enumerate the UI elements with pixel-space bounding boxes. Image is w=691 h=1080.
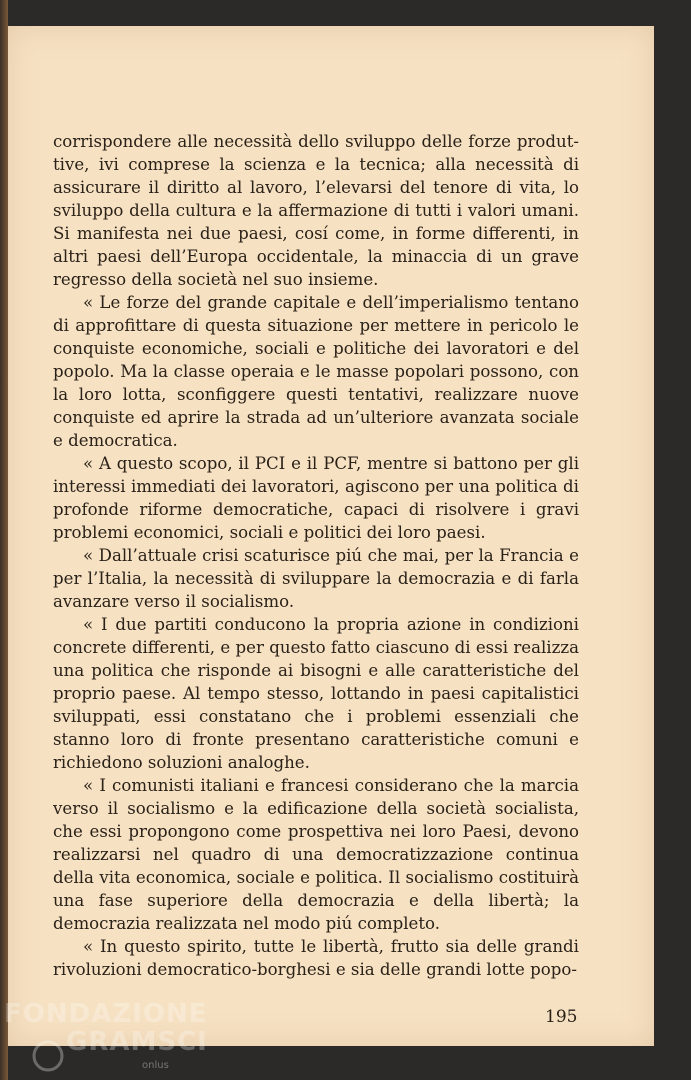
paragraph: « I due partiti conducono la propria azione in condizioni concrete differenti, e per questo fatto ciascuno di essi realizza una politica che risponde ai bisogni e alle caratteristiche del proprio paese. Al tempo stesso, lottando in paesi capitalistici sviluppati, essi constatano che i problemi essenziali che stanno loro di fronte presentano caratteristiche comuni e richiedono soluzioni analoghe. <box>53 615 579 772</box>
book-page <box>8 26 654 1046</box>
watermark-logo-icon <box>28 1036 68 1076</box>
body-text <box>53 130 579 981</box>
paragraph: « Le forze del grande capitale e dell’imperialismo tentano di approfittare di questa situazione per mettere in pericolo le conquiste economiche, sociali e politiche dei lavoratori e del popolo. Ma la classe operaia e le masse popolari possono, con la loro lotta, sconfiggere questi tentativi, realizzare nuove conquiste ed aprire la strada ad un’ulteriore avanzata sociale e democratica. <box>53 293 579 450</box>
paragraph: « In questo spirito, tutte le libertà, frutto sia delle grandi rivoluzioni democratico-borghesi e sia delle grandi lotte popo- <box>53 937 579 979</box>
book-spine-edge <box>0 0 8 1080</box>
paragraph: « I comunisti italiani e francesi considerano che la marcia verso il socialismo e la edificazione della società socialista, che essi propongono come prospettiva nei loro Paesi, devono realizzarsi nel quadro di una democratizzazione continua della vita economica, sociale e politica. Il socialismo costituirà una fase superiore della democrazia e della libertà; la democrazia realizzata nel modo piú completo. <box>53 776 579 933</box>
paragraph: « Dall’attuale crisi scaturisce piú che mai, per la Francia e per l’Italia, la necessità di sviluppare la democrazia e di farla avanzare verso il socialismo. <box>53 546 579 611</box>
page-number: 195 <box>545 1007 578 1027</box>
watermark-line1: FONDAZIONE <box>4 999 208 1029</box>
watermark-line2: GRAMSCI <box>66 1027 208 1057</box>
watermark-suffix: onlus <box>142 1060 169 1071</box>
paragraph: corrispondere alle necessità dello sviluppo delle forze produttive, ivi comprese la scienza e la tecnica; alla necessità di assicurare il diritto al lavoro, l’elevarsi del tenore di vita, lo sviluppo della cultura e la affermazione di tutti i valori umani. Si manifesta nei due paesi, cosí come, in forme differenti, in altri paesi dell’Europa occidentale, la minaccia di un grave regresso della società nel suo insieme. <box>53 132 579 289</box>
paragraph: « A questo scopo, il PCI e il PCF, mentre si battono per gli interessi immediati dei lavoratori, agiscono per una politica di profonde riforme democratiche, capaci di risolvere i gravi problemi economici, sociali e politici dei loro paesi. <box>53 454 579 542</box>
